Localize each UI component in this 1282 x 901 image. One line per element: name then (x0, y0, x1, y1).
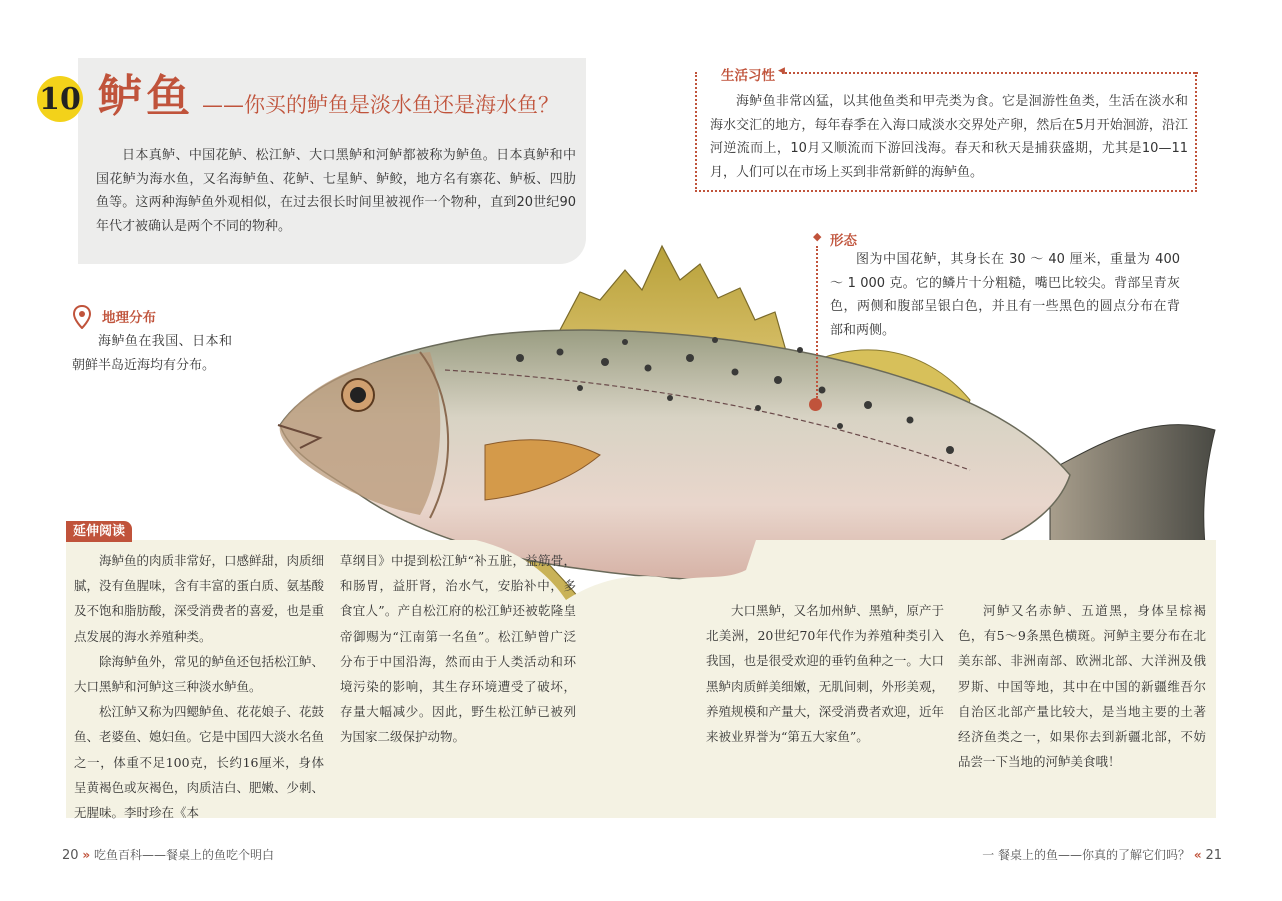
footer-left (62, 846, 274, 863)
extended-paragraph: 海鲈鱼的肉质非常好，口感鲜甜，肉质细腻，没有鱼腥味，含有丰富的蛋白质、氨基酸及不饱和脂肪酸，深受消费者的喜爱，也是重点发展的海水养殖种类。 (74, 553, 325, 644)
footer-right (982, 846, 1222, 863)
footer-right-text: 一 餐桌上的鱼——你真的了解它们吗？ (982, 848, 1191, 862)
intro-paragraph: 日本真鲈、中国花鲈、松江鲈、大口黑鲈和河鲈都被称为鲈鱼。日本真鲈和中国花鲈为海水鱼，又名海鲈鱼、花鲈、七星鲈、鲈鲛，地方名有寨花、鲈板、四肋鱼等。这两种海鲈鱼外观相似，在过去很长时间里被视作一个物种，直到20世纪90年代才被确认是两个不同的物种。 (96, 148, 576, 234)
location-pin-icon (73, 305, 91, 329)
habits-frame-top (782, 72, 1198, 74)
extended-reading-tab: 延伸阅读 (66, 521, 132, 542)
chevron-right-icon: » (82, 848, 91, 862)
extended-column-4: 河鲈又名赤鲈、五道黑，身体呈棕褐色，有5～9条黑色横斑。河鲈主要分布在北美东部、非洲南部、欧洲北部、大洋洲及俄罗斯、中国等地，其中在中国的新疆维吾尔自治区北部产量比较大，是当地主要的土著经济鱼类之一，如果你去到新疆北部，不妨品尝一下当地的河鲈美食哦！ (958, 603, 1206, 770)
extended-column-1 (74, 548, 324, 825)
habits-heading: 生活习性 (715, 64, 781, 84)
page-subtitle: ——你买的鲈鱼是淡水鱼还是海水鱼？ (202, 93, 559, 117)
chevron-left-icon: ◀ (778, 66, 785, 76)
habits-paragraph: 海鲈鱼非常凶猛，以其他鱼类和甲壳类为食。它是洄游性鱼类，生活在淡水和海水交汇的地方，每年春季在入海口咸淡水交界处产卵，然后在5月开始洄游，沿江河逆流而上，10月又顺流而下游回浅海。春天和秋天是捕获盛期，尤其是10—11月，人们可以在市场上买到非常新鲜的海鲈鱼。 (710, 94, 1188, 180)
morphology-leader-line (816, 246, 818, 398)
extended-column-2: 草纲目》中提到松江鲈“补五脏，益筋骨，和肠胃，益肝肾，治水气，安胎补中，多食宜人”。产自松江府的松江鲈还被乾隆皇帝御赐为“江南第一名鱼”。松江鲈曾广泛分布于中国沿海，然而由于人类活动和环境污染的影响，其生存环境遭受了破坏，存量大幅减少。因此，野生松江鲈已被列为国家二级保护动物。 (340, 553, 576, 745)
page-number-right: 21 (1205, 848, 1222, 863)
morphology-heading: 形态 (830, 233, 857, 249)
distribution-heading: 地理分布 (102, 310, 156, 326)
extended-column-3: 大口黑鲈，又名加州鲈、黑鲈，原产于北美洲，20世纪70年代作为养殖种类引入我国，也是很受欢迎的垂钓鱼种之一。大口黑鲈肉质鲜美细嫩，无肌间刺，外形美观，养殖规模和产量大，深受消费者欢迎，近年来被业界誉为“第五大家鱼”。 (706, 603, 944, 745)
extended-paragraph: 松江鲈又称为四鳃鲈鱼、花花娘子、花鼓鱼、老婆鱼、媳妇鱼。它是中国四大淡水名鱼之一，体重不足100克，长约16厘米，身体呈黄褐色或灰褐色，肉质洁白、肥嫩、少刺、无腥味。李时珍在《本 (74, 704, 325, 821)
page-number-left: 20 (62, 848, 79, 863)
morphology-paragraph: 图为中国花鲈，其身长在 30 ～ 40 厘米，重量为 400 ～ 1 000 克。它的鳞片十分粗糙，嘴巴比较尖。背部呈青灰色，两侧和腹部呈银白色，并且有一些黑色的圆点分布在背部和两侧。 (830, 252, 1180, 338)
morphology-pointer-dot (809, 398, 822, 411)
morphology-marker-icon: ◆ (813, 230, 822, 243)
footer-left-text: 吃鱼百科——餐桌上的鱼吃个明白 (93, 848, 274, 862)
extended-paragraph: 除海鲈鱼外，常见的鲈鱼还包括松江鲈、大口黑鲈和河鲈这三种淡水鲈鱼。 (74, 653, 325, 695)
article-number-badge: 10 (37, 76, 83, 122)
distribution-paragraph: 海鲈鱼在我国、日本和朝鲜半岛近海均有分布。 (72, 334, 232, 373)
page-title: 鲈鱼 (98, 71, 194, 122)
chevron-left-icon: « (1193, 848, 1202, 862)
